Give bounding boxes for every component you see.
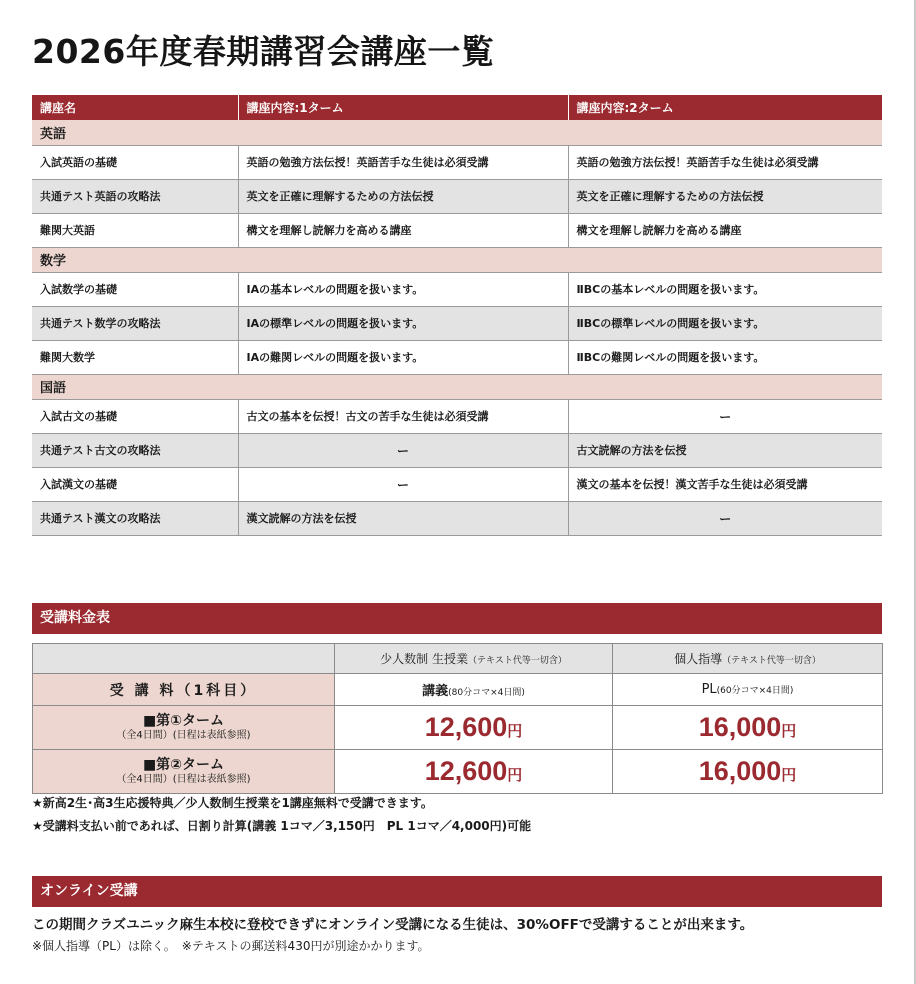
table-row	[32, 340, 882, 374]
course-term1: IAの標準レベルの問題を扱います。	[238, 306, 568, 340]
online-section-heading: オンライン受講	[32, 876, 882, 907]
course-term1: 英文を正確に理解するための方法伝授	[238, 179, 568, 213]
course-name: 共通テスト漢文の攻略法	[32, 501, 238, 535]
category-label: 国語	[32, 374, 882, 399]
course-term1: 英語の勉強方法伝授！英語苦手な生徒は必須受講	[238, 145, 568, 179]
header-term2: 講座内容:2ターム	[568, 95, 882, 120]
course-table-header	[32, 95, 882, 120]
term-price-small	[335, 750, 613, 794]
fee-header-private	[613, 644, 883, 674]
category-row-math	[32, 247, 882, 272]
course-name: 共通テスト英語の攻略法	[32, 179, 238, 213]
term-sub: （全4日間）(日程は表紙参照)	[116, 729, 251, 741]
course-term2: ー	[568, 399, 882, 433]
fee-header-small-class	[335, 644, 613, 674]
table-row	[32, 399, 882, 433]
small-class-note: （テキスト代等一切含）	[468, 656, 567, 666]
online-note: ※個人指導（PL）は除く。 ※テキストの郵送料430円が別途かかります。	[32, 939, 430, 953]
unit-small-label: 講義	[422, 684, 449, 699]
header-course-name: 講座名	[32, 95, 238, 120]
online-text: この期間クラズユニック麻生本校に登校できずにオンライン受講になる生徒は、30%OFFで受講することが出来ます。	[32, 917, 754, 933]
price-value: 12,600	[424, 756, 508, 786]
table-row	[32, 467, 882, 501]
fee-header-empty	[33, 644, 335, 674]
course-term2: ⅡBCの基本レベルの問題を扱います。	[568, 272, 882, 306]
yen-label: 円	[507, 766, 523, 784]
course-name: 難関大英語	[32, 213, 238, 247]
category-label: 数学	[32, 247, 882, 272]
term-sub: （全4日間）(日程は表紙参照)	[116, 773, 251, 785]
course-term2: 古文読解の方法を伝授	[568, 433, 882, 467]
course-term1: 構文を理解し読解力を高める講座	[238, 213, 568, 247]
yen-label: 円	[507, 722, 523, 740]
term-name: ■第②ターム	[142, 757, 225, 774]
fee-table	[32, 643, 883, 794]
category-row-english	[32, 120, 882, 145]
course-table	[32, 95, 882, 536]
fee-unit-row	[33, 674, 883, 706]
course-term1: 古文の基本を伝授！古文の苦手な生徒は必須受講	[238, 399, 568, 433]
table-row	[32, 145, 882, 179]
course-term1: ー	[238, 433, 568, 467]
fee-header-row	[33, 644, 883, 674]
unit-label: 受 講 料（1科目）	[33, 674, 335, 706]
price-value: 12,600	[424, 712, 508, 742]
term-label	[33, 750, 335, 794]
fee-note: ★受講料支払い前であれば、日割り計算(講義 1コマ／3,150円 PL 1コマ／4,000円)可能	[32, 819, 532, 833]
term-price-private	[613, 750, 883, 794]
category-row-japanese	[32, 374, 882, 399]
course-name: 入試漢文の基礎	[32, 467, 238, 501]
yen-label: 円	[781, 722, 797, 740]
course-term2: ー	[568, 501, 882, 535]
table-row	[32, 213, 882, 247]
fee-note: ★新高2生･高3生応援特典／少人数制生授業を1講座無料で受講できます。	[32, 796, 433, 810]
table-row	[32, 433, 882, 467]
course-name: 難関大数学	[32, 340, 238, 374]
price-value: 16,000	[698, 712, 782, 742]
table-row	[32, 501, 882, 535]
unit-private	[613, 674, 883, 706]
page-title: 2026年度春期講習会講座一覧	[32, 32, 495, 71]
table-row	[32, 272, 882, 306]
fee-term-row	[33, 750, 883, 794]
course-name: 入試古文の基礎	[32, 399, 238, 433]
category-label: 英語	[32, 120, 882, 145]
fee-term-row	[33, 706, 883, 750]
course-term2: 構文を理解し読解力を高める講座	[568, 213, 882, 247]
price-value: 16,000	[698, 756, 782, 786]
unit-private-label: PL	[701, 682, 717, 697]
course-name: 入試数学の基礎	[32, 272, 238, 306]
yen-label: 円	[781, 766, 797, 784]
term-name: ■第①ターム	[142, 713, 225, 730]
unit-private-note: (60分コマ×4日間)	[716, 686, 794, 696]
fee-section-heading: 受講料金表	[32, 603, 882, 634]
term-price-small	[335, 706, 613, 750]
private-label: 個人指導	[674, 652, 723, 666]
term-label	[33, 706, 335, 750]
course-term2: 英語の勉強方法伝授！英語苦手な生徒は必須受講	[568, 145, 882, 179]
header-term1: 講座内容:1ターム	[238, 95, 568, 120]
unit-small	[335, 674, 613, 706]
course-term2: ⅡBCの標準レベルの問題を扱います。	[568, 306, 882, 340]
course-term2: ⅡBCの難関レベルの問題を扱います。	[568, 340, 882, 374]
table-row	[32, 179, 882, 213]
term-price-private	[613, 706, 883, 750]
course-name: 共通テスト古文の攻略法	[32, 433, 238, 467]
course-term1: ー	[238, 467, 568, 501]
private-note: （テキスト代等一切含）	[722, 656, 821, 666]
unit-small-note: (80分コマ×4日間)	[448, 688, 525, 698]
course-term1: IAの難関レベルの問題を扱います。	[238, 340, 568, 374]
course-term2: 漢文の基本を伝授！漢文苦手な生徒は必須受講	[568, 467, 882, 501]
small-class-label: 少人数制 生授業	[380, 652, 468, 666]
course-term2: 英文を正確に理解するための方法伝授	[568, 179, 882, 213]
course-name: 共通テスト数学の攻略法	[32, 306, 238, 340]
course-term1: IAの基本レベルの問題を扱います。	[238, 272, 568, 306]
table-row	[32, 306, 882, 340]
course-name: 入試英語の基礎	[32, 145, 238, 179]
course-term1: 漢文読解の方法を伝授	[238, 501, 568, 535]
